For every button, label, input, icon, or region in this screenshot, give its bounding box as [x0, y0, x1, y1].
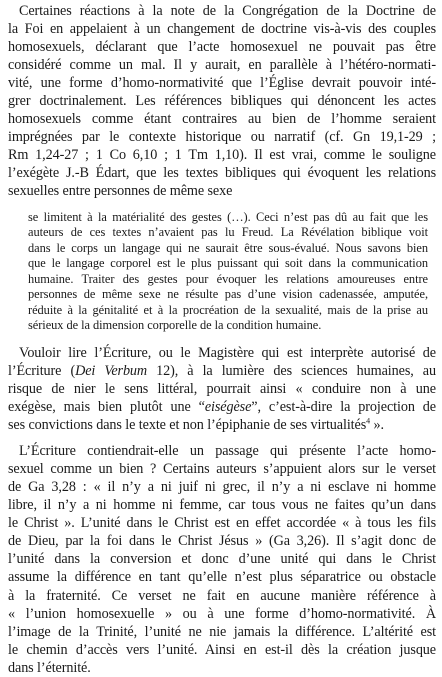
- quote-line: se limitent à la matérialité des gestes (…). Ceci n’est pas dû au fait que les: [28, 209, 428, 224]
- text-line: homosexuels comme étant contraires au bien de l’homme seraient: [8, 111, 436, 128]
- text-line: sexuelles entre personnes de même sexe: [8, 183, 233, 200]
- emphasis-term: eiségèse: [204, 399, 252, 416]
- text-segment: ”, c’est-à-dire la projection de: [251, 399, 436, 416]
- quote-line: humaine. Traiter des gestes pour évoquer les relations amoureuses entre: [28, 271, 428, 286]
- text-line: risque de nier le sens littéral, pourrait ainsi « conduire non à une: [8, 380, 436, 397]
- text-line: L’Écriture contiendrait-elle un passage qui présente l’acte homo-: [19, 443, 436, 460]
- text-line: le chemin d’accès vers l’unité. Ainsi en est-il dès la création jusque: [8, 641, 436, 658]
- work-title: Dei Verbum: [75, 362, 148, 379]
- text-segment: ses convictions dans le texte et non l’épiphanie de ses virtualités: [8, 417, 367, 434]
- quote-line: dans le corps un langage qui ne saurait être sous-évalué. Nous savons bien: [28, 240, 428, 255]
- text-line: homosexuels, déclarant que l’acte homosexuel ne pouvait pas être: [8, 39, 436, 56]
- text-line: Certaines réactions à la note de la Congrégation de la Doctrine de: [19, 3, 436, 19]
- quote-line: réduite à la génitalité et à la procréation de la sexualité, mais de la prise au: [28, 302, 428, 317]
- text-line: Vouloir lire l’Écriture, ou le Magistère qui est interprète autorisé de: [19, 344, 436, 361]
- text-line: l’exégète J.-B Édart, que les textes bibliques qui évoquent les relations: [8, 165, 436, 182]
- text-line: considéré comme un mal. Il y aurait, en parallèle à l’hétéro-normati-: [8, 57, 436, 74]
- text-line: le Christ ». L’unité dans le Christ est en effet accordée « à tous les fils: [8, 515, 436, 532]
- quote-line: personnes de même sexe ne résulte pas d’une vision cadenassée, amputée,: [28, 287, 428, 302]
- quote-line: sérieux de la dimension corporelle de la condition humaine.: [28, 318, 322, 333]
- quote-line: que le langage corporel est le plus puissant qui soit dans la communication: [28, 256, 428, 271]
- text-line: imprégnées par le contexte historique ou narratif (cf. Gn 19,1-29 ;: [8, 129, 436, 146]
- text-line: libre, il n’y a ni homme ni femme, car tous vous ne faites qu’un dans: [8, 497, 436, 514]
- text-segment: exégèse, mais bien plutôt une “: [8, 399, 205, 416]
- text-line: [8, 398, 436, 416]
- text-line: Rm 1,24-27 ; 1 Co 6,10 ; 1 Tm 1,10). Il est vrai, comme le souligne: [8, 147, 436, 164]
- paragraph-3: [8, 442, 436, 677]
- quote-line: auteurs de ces textes n’avaient pas lu Freud. La Révélation biblique voit: [28, 225, 428, 240]
- paragraph-1: [8, 2, 436, 201]
- text-line: de Dieu, par la foi dans le Christ Jésus » (Ga 3,26). Il s’agit donc de: [8, 533, 436, 550]
- text-line: [8, 362, 436, 380]
- paragraph-2: [8, 344, 436, 434]
- text-segment: l’Écriture (: [8, 362, 76, 379]
- text-line: vité, une forme d’homo-normativité que l’Église devrait pouvoir inté-: [8, 75, 436, 92]
- text-line: la Foi en appelaient à un changement de doctrine vis-à-vis des couples: [8, 21, 436, 38]
- text-segment: 12), à la lumière des sciences humaines, au: [147, 362, 436, 379]
- block-quote: [28, 210, 428, 334]
- text-line: « l’union homosexuelle » ou à une forme d’homo-normativité. À: [8, 605, 436, 622]
- text-line: l’unité dans la conversion et donc d’une unité qui dans le Christ: [8, 551, 436, 568]
- text-line: de Ga 3,28 : « il n’y a ni juif ni grec, il n’y a ni esclave ni homme: [8, 479, 436, 496]
- text-line: l’image de la Trinité, l’unité ne nie jamais la différence. L’altérité est: [8, 623, 436, 640]
- document-page: [8, 2, 436, 677]
- footnote-reference[interactable]: 4: [366, 416, 371, 426]
- paragraph-spacer: [8, 434, 436, 442]
- text-line: sexuel comme un bien ? Certains auteurs s’appuient alors sur le verset: [8, 461, 436, 478]
- text-line: dans l’éternité.: [8, 659, 91, 676]
- text-line: [8, 416, 436, 434]
- text-line: grer doctrinalement. Les références bibliques qui dénoncent les actes: [8, 93, 436, 110]
- text-line: à la fraternité. Ce verset ne fait en aucune manière référence à: [8, 587, 436, 604]
- text-line: assume la différence en tant qu’elle n’est plus séparatrice ou obstacle: [8, 569, 436, 586]
- text-segment: ».: [370, 417, 384, 434]
